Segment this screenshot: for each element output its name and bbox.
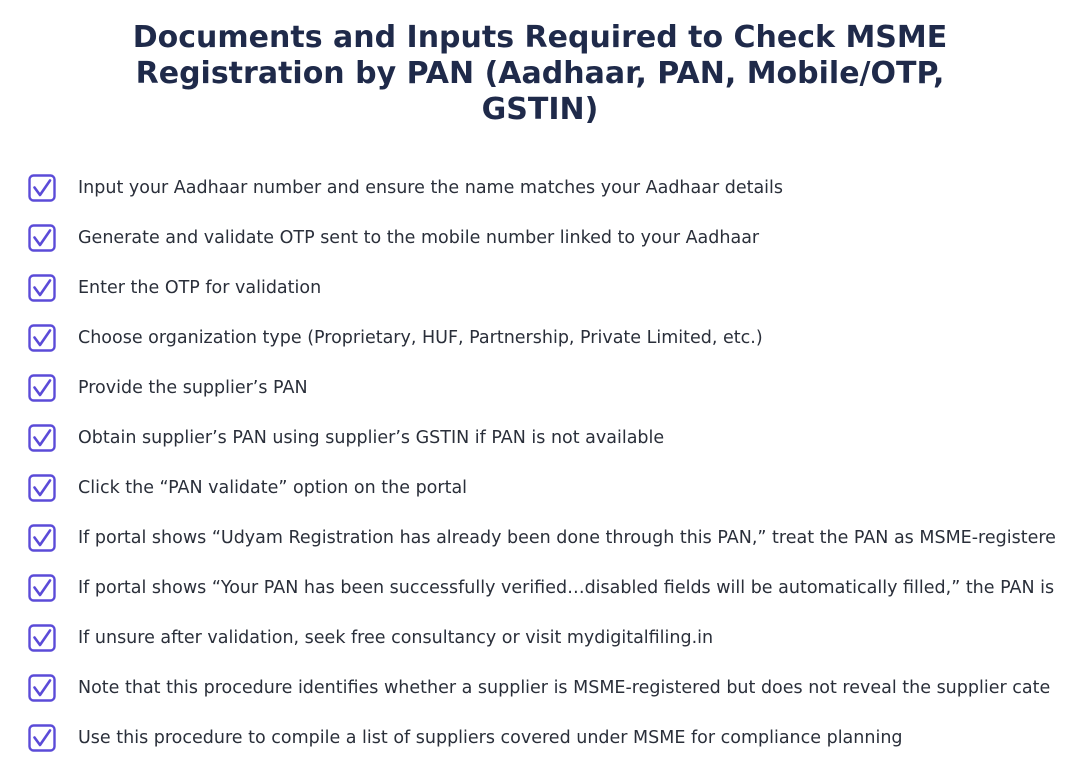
checklist-item-text: Click the “PAN validate” option on the portal: [78, 478, 468, 498]
checked-box-icon: [28, 274, 56, 302]
checklist-item: [28, 622, 713, 654]
checklist-item-text: Obtain supplier’s PAN using supplier’s GSTIN if PAN is not available: [78, 428, 665, 448]
checklist-item: [28, 322, 763, 354]
checked-box-icon: [28, 324, 56, 352]
checklist-item-text: Note that this procedure identifies whether a supplier is MSME-registered but does not reveal the supplier cate: [78, 678, 1051, 698]
checked-box-icon: [28, 174, 56, 202]
checklist-item: [28, 522, 1056, 554]
checklist-item: [28, 272, 321, 304]
title-line: Registration by PAN (Aadhaar, PAN, Mobile/OTP,: [135, 56, 945, 91]
checked-box-icon: [28, 524, 56, 552]
checklist-item: [28, 172, 783, 204]
checked-box-icon: [28, 374, 56, 402]
checklist-item-text: If unsure after validation, seek free consultancy or visit mydigitalfiling.in: [78, 628, 714, 648]
checked-box-icon: [28, 724, 56, 752]
checklist-item-text: Enter the OTP for validation: [78, 278, 322, 298]
checked-box-icon: [28, 674, 56, 702]
checklist-item-text: Input your Aadhaar number and ensure the name matches your Aadhaar details: [78, 178, 784, 198]
checklist-item-text: If portal shows “Udyam Registration has already been done through this PAN,” treat the PAN as MSME-registere: [78, 528, 1056, 548]
checklist-item-text: Choose organization type (Proprietary, HUF, Partnership, Private Limited, etc.): [78, 328, 763, 348]
checked-box-icon: [28, 624, 56, 652]
title-line: Documents and Inputs Required to Check MSME: [132, 20, 948, 55]
checklist-item-text: Generate and validate OTP sent to the mobile number linked to your Aadhaar: [78, 228, 760, 248]
title-line: GSTIN): [481, 92, 599, 127]
checked-box-icon: [28, 574, 56, 602]
checklist-item: [28, 422, 664, 454]
checklist-item-text: Use this procedure to compile a list of suppliers covered under MSME for compliance planning: [78, 728, 903, 748]
checklist-item-text: Provide the supplier’s PAN: [78, 378, 308, 398]
checklist-item: [28, 572, 1054, 604]
checklist-item: [28, 222, 759, 254]
checked-box-icon: [28, 424, 56, 452]
checklist-item: [28, 472, 467, 504]
checklist-item: [28, 722, 903, 754]
checklist-item: [28, 372, 308, 404]
checklist-item: [28, 672, 1050, 704]
checked-box-icon: [28, 474, 56, 502]
checklist-item-text: If portal shows “Your PAN has been successfully verified…disabled fields will be automatically filled,” the PAN is: [78, 578, 1055, 598]
checked-box-icon: [28, 224, 56, 252]
